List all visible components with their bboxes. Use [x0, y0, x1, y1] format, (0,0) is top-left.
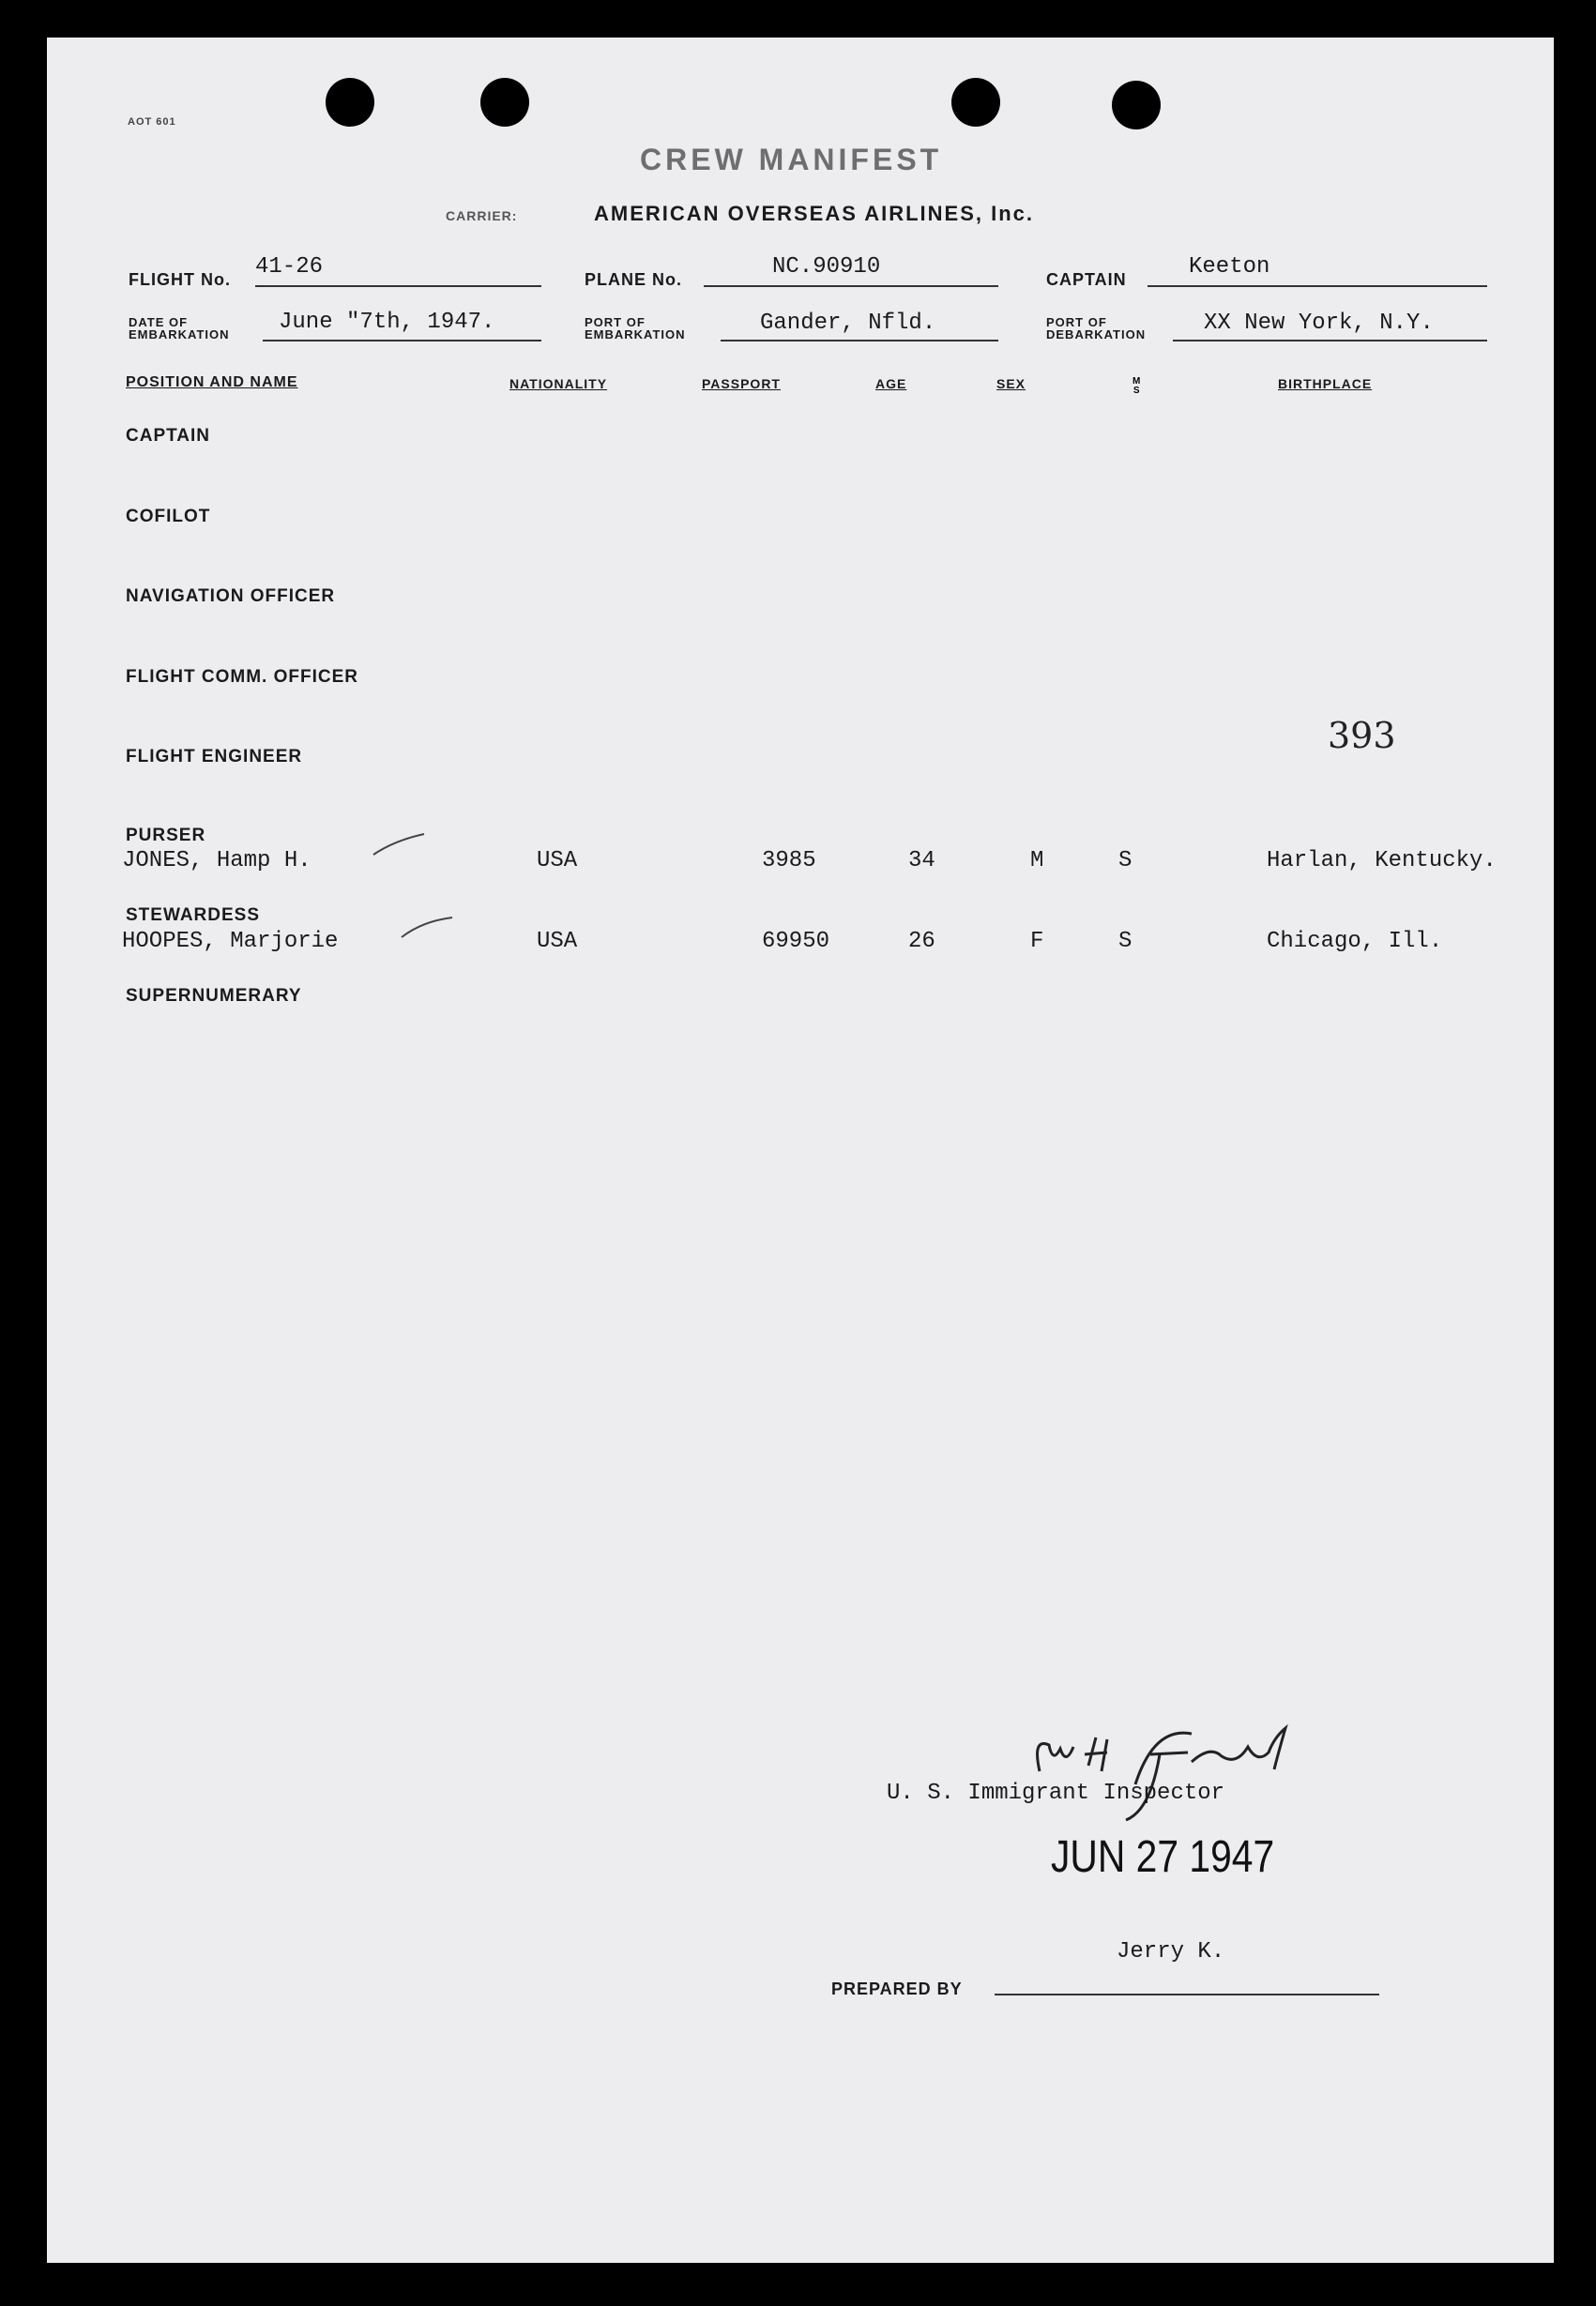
punch-hole — [1112, 81, 1161, 129]
date-value: June "7th, 1947. — [279, 310, 495, 335]
captain-value: Keeton — [1189, 254, 1270, 280]
inspector-signature — [976, 1717, 1370, 1829]
punch-hole — [326, 78, 374, 127]
col-marital-status — [1132, 377, 1140, 396]
date-label-line1: DATE OF — [129, 315, 189, 329]
captain-label: CAPTAIN — [1046, 270, 1127, 289]
port-emb-label-line1: PORT OF — [585, 315, 646, 329]
position-purser: PURSER — [126, 826, 206, 845]
crew-sex: M — [1030, 848, 1044, 873]
captain-underline — [1148, 285, 1487, 287]
crew-age: 34 — [908, 848, 935, 873]
crew-nationality: USA — [537, 848, 578, 873]
inspector-title: U. S. Immigrant Inspector — [887, 1781, 1225, 1806]
col-ms-top: M — [1132, 376, 1141, 387]
plane-no-underline — [704, 285, 998, 287]
crew-name: JONES, Hamp H. — [122, 848, 312, 873]
prepared-by-underline — [995, 1994, 1379, 1995]
plane-no-label: PLANE No. — [585, 270, 683, 289]
flight-no-value: 41-26 — [255, 254, 324, 280]
position-stewardess: STEWARDESS — [126, 905, 261, 925]
port-emb-label-line2: EMBARKATION — [585, 327, 686, 341]
check-mark — [371, 831, 427, 859]
position-engineer: FLIGHT ENGINEER — [126, 747, 303, 766]
port-emb-value: Gander, Nfld. — [760, 311, 936, 336]
form-number: AOT 601 — [128, 116, 176, 128]
date-stamp: JUN 27 1947 — [1051, 1832, 1275, 1882]
crew-ms: S — [1118, 848, 1132, 873]
date-label-line2: EMBARKATION — [129, 327, 230, 341]
crew-name: HOOPES, Marjorie — [122, 929, 339, 954]
manifest-page — [47, 38, 1554, 2263]
col-birthplace: BIRTHPLACE — [1278, 376, 1373, 391]
col-nationality: NATIONALITY — [509, 376, 608, 391]
position-cofilot: COFILOT — [126, 507, 211, 526]
port-deb-label-line2: DEBARKATION — [1046, 327, 1147, 341]
crew-birthplace: Chicago, Ill. — [1267, 929, 1443, 954]
col-ms-bottom: S — [1132, 386, 1140, 396]
punch-hole — [951, 78, 1000, 127]
check-mark — [399, 914, 455, 942]
crew-passport: 69950 — [762, 929, 830, 954]
col-sex: SEX — [996, 376, 1026, 391]
position-supernumerary: SUPERNUMERARY — [126, 986, 302, 1006]
port-emb-label — [585, 316, 686, 341]
page-title: CREW MANIFEST — [640, 143, 943, 176]
col-position: POSITION AND NAME — [126, 374, 298, 390]
date-label — [129, 316, 230, 341]
carrier-label: CARRIER: — [446, 208, 518, 223]
col-age: AGE — [875, 376, 907, 391]
page-number: 393 — [1328, 715, 1396, 756]
col-passport: PASSPORT — [702, 376, 781, 391]
crew-age: 26 — [908, 929, 935, 954]
position-navigation: NAVIGATION OFFICER — [126, 586, 336, 606]
port-emb-underline — [721, 340, 998, 341]
port-deb-label-line1: PORT OF — [1046, 315, 1107, 329]
crew-nationality: USA — [537, 929, 578, 954]
position-comm: FLIGHT COMM. OFFICER — [126, 667, 358, 687]
port-deb-underline — [1173, 340, 1487, 341]
date-underline — [263, 340, 541, 341]
flight-no-underline — [255, 285, 541, 287]
crew-passport: 3985 — [762, 848, 816, 873]
port-deb-value: XX New York, N.Y. — [1204, 311, 1434, 336]
prepared-by-label: PREPARED BY — [831, 1980, 963, 1998]
flight-no-label: FLIGHT No. — [129, 270, 231, 289]
crew-sex: F — [1030, 929, 1044, 954]
carrier-name: AMERICAN OVERSEAS AIRLINES, Inc. — [594, 202, 1035, 225]
port-deb-label — [1046, 316, 1146, 341]
plane-no-value: NC.90910 — [772, 254, 881, 280]
punch-hole — [480, 78, 529, 127]
crew-ms: S — [1118, 929, 1132, 954]
preparer-name: Jerry K. — [1117, 1939, 1225, 1965]
position-captain: CAPTAIN — [126, 426, 211, 446]
crew-birthplace: Harlan, Kentucky. — [1267, 848, 1497, 873]
